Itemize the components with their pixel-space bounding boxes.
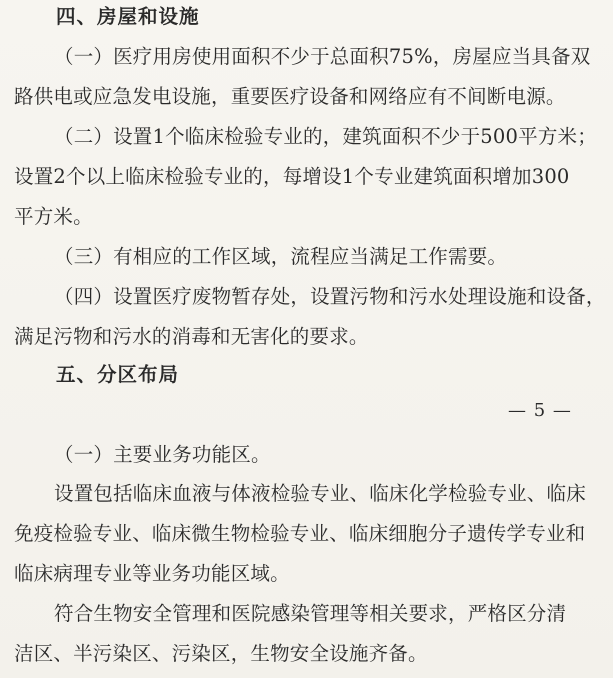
paragraph-line: （三）有相应的工作区域，流程应当满足工作需要。 (54, 245, 508, 268)
section-heading-5: 五、分区布局 (56, 363, 180, 386)
paragraph-line: 满足污物和污水的消毒和无害化的要求。 (14, 325, 369, 348)
paragraph-line: 免疫检验专业、临床微生物检验专业、临床细胞分子遗传学专业和 (14, 522, 586, 545)
paragraph-line: 设置2个以上临床检验专业的，每增设1个专业建筑面积增加300 (14, 165, 570, 188)
subheading: （一）主要业务功能区。 (54, 443, 271, 466)
paragraph-line: 路供电或应急发电设施，重要医疗设备和网络应有不间断电源。 (14, 85, 566, 108)
paragraph-line: （一）医疗用房使用面积不少于总面积75%，房屋应当具备双 (54, 45, 591, 68)
section-heading-4: 四、房屋和设施 (56, 5, 200, 28)
page-number: — 5 — (508, 400, 572, 421)
paragraph-line: 临床病理专业等业务功能区域。 (14, 562, 290, 585)
paragraph-line: 平方米。 (14, 205, 93, 228)
paragraph-line: （四）设置医疗废物暂存处，设置污物和污水处理设施和设备， (54, 285, 606, 308)
paragraph-line: （二）设置1个临床检验专业的，建筑面积不少于500平方米； (54, 125, 597, 148)
paragraph-line: 符合生物安全管理和医院感染管理等相关要求，严格区分清 (54, 602, 567, 625)
paragraph-line: 洁区、半污染区、污染区，生物安全设施齐备。 (14, 642, 428, 665)
paragraph-line: 设置包括临床血液与体液检验专业、临床化学检验专业、临床 (54, 482, 586, 505)
